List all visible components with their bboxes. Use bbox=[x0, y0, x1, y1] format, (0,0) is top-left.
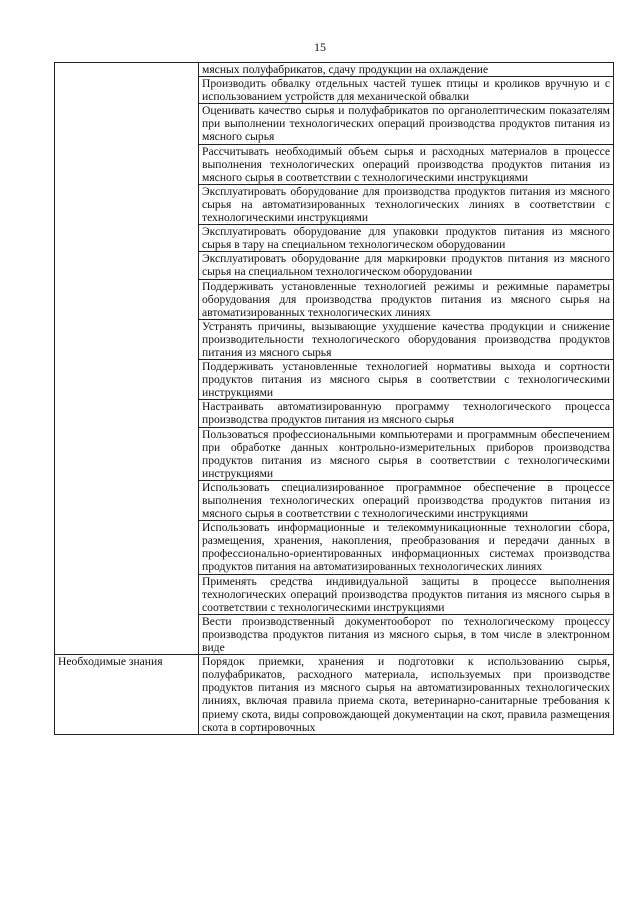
page-number: 15 bbox=[314, 40, 326, 54]
skill-item: Эксплуатировать оборудование для производства продуктов питания из мясного сырья на автоматизированных технологических линиях в соответствии с технологическими инструкциями bbox=[199, 184, 614, 224]
skill-item: Эксплуатировать оборудование для упаковки продуктов питания из мясного сырья в тару на специальном технологическом оборудовании bbox=[199, 225, 614, 252]
skill-item: Оценивать качество сырья и полуфабрикатов по органолептическим показателям при выполнении технологических операций производства продуктов питания из мясного сырья bbox=[199, 104, 614, 144]
skill-item: Поддерживать установленные технологией режимы и режимные параметры оборудования для производства продуктов питания из мясного сырья на автоматизированных технологических линиях bbox=[199, 279, 614, 319]
table-row bbox=[55, 655, 614, 735]
skill-item: Рассчитывать необходимый объем сырья и расходных материалов в процессе выполнения технологических операций производства продуктов питания из мясного сырья в соответствии с технологическими инструкциями bbox=[199, 144, 614, 184]
skill-item: Устранять причины, вызывающие ухудшение качества продукции и снижение производительности технологического оборудования производства продуктов питания из мясного сырья bbox=[199, 319, 614, 359]
requirements-table bbox=[54, 62, 614, 735]
skill-item: Настраивать автоматизированную программу технологического процесса производства продуктов питания из мясного сырья bbox=[199, 400, 614, 427]
knowledge-item: Порядок приемки, хранения и подготовки к использованию сырья, полуфабрикатов, расходного материала, используемых при производстве продуктов питания из мясного сырья на автоматизированных технологических линиях, включая правила приема скота, ветеринарно-санитарные требования к приему скота, виды сопровождающей документации на скот, правила размещения скота в сортировочных bbox=[199, 655, 614, 735]
skill-item: Производить обвалку отдельных частей тушек птицы и кроликов вручную и с использованием устройств для механической обвалки bbox=[199, 77, 614, 104]
skill-item: Использовать информационные и телекоммуникационные технологии сбора, размещения, хранения, накопления, преобразования и передачи данных в профессионально-ориентированных информационных системах производства продуктов питания на автоматизированных технологических линиях bbox=[199, 521, 614, 574]
skill-item: Применять средства индивидуальной защиты в процессе выполнения технологических операций производства продуктов питания из мясного сырья в соответствии с технологическими инструкциями bbox=[199, 574, 614, 614]
skill-item: мясных полуфабрикатов, сдачу продукции на охлаждение bbox=[199, 63, 614, 77]
skill-item: Пользоваться профессиональными компьютерами и программным обеспечением при обработке данных контрольно-измерительных приборов производства продуктов питания из мясного сырья в соответствии с технологическими инструкциями bbox=[199, 427, 614, 480]
requirements-table-body bbox=[55, 63, 614, 735]
skill-item: Поддерживать установленные технологией нормативы выхода и сортности продуктов питания из мясного сырья в соответствии с технологическими инструкциями bbox=[199, 360, 614, 400]
table-row bbox=[55, 63, 614, 77]
knowledge-label: Необходимые знания bbox=[55, 655, 199, 735]
skills-label-cell-continued bbox=[55, 63, 199, 655]
skill-item: Использовать специализированное программное обеспечение в процессе выполнения технологических операций производства продуктов питания из мясного сырья в соответствии с технологическими инструкциями bbox=[199, 480, 614, 520]
skill-item: Эксплуатировать оборудование для маркировки продуктов питания из мясного сырья на специальном технологическом оборудовании bbox=[199, 252, 614, 279]
skill-item: Вести производственный документооборот по технологическому процессу производства продуктов питания из мясного сырья, в том числе в электронном виде bbox=[199, 614, 614, 654]
